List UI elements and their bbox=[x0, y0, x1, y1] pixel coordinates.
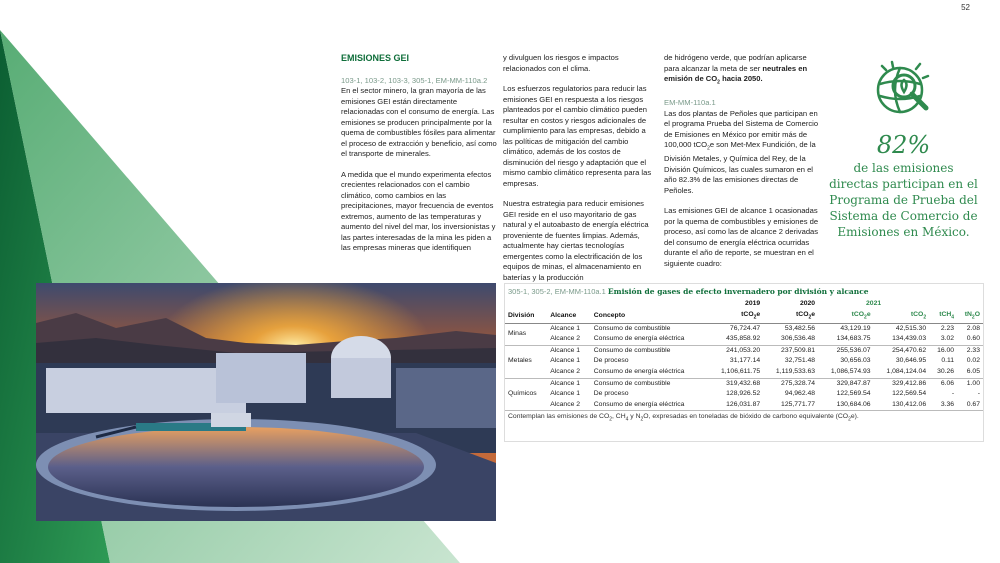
table-cell: 31,177.14 bbox=[729, 357, 761, 365]
table-cell: Alcance 2 bbox=[547, 334, 591, 345]
table-cell: 30.26 bbox=[929, 367, 957, 378]
table-row bbox=[505, 400, 983, 411]
table-cell: 306,536.48 bbox=[763, 334, 818, 345]
table-cell: 2.33 bbox=[966, 346, 980, 354]
division-cell: Metales bbox=[505, 345, 547, 378]
table-cell: 254,470.62 bbox=[892, 346, 927, 354]
table-footnote: Contemplan las emisiones de $CO_2$, $CH_4$ y $N_2O$, expresadas en toneladas de bióxido de carbono equivalente $(CO_2e)$. bbox=[508, 413, 859, 423]
table-cell: 1,084,124.04 bbox=[874, 367, 930, 378]
table-cell: 241,053.20 bbox=[726, 346, 761, 354]
table-cell: 134,683.75 bbox=[818, 334, 874, 345]
column-header: tCO$_2$e bbox=[818, 310, 874, 323]
table-reference: 305-1, 305-2, EM-MM-110a.1 bbox=[508, 287, 606, 296]
table-row bbox=[505, 334, 983, 345]
leaf-globe-magnifier-icon bbox=[868, 56, 938, 126]
table-cell: 1.00 bbox=[966, 379, 980, 387]
table-cell: 0.02 bbox=[966, 357, 980, 365]
column-header: tCO$_2$ bbox=[874, 310, 930, 323]
division-cell: Minas bbox=[505, 323, 547, 345]
table-cell: 94,962.48 bbox=[784, 390, 816, 398]
text-column-3 bbox=[664, 53, 820, 279]
text-column-1 bbox=[341, 53, 498, 264]
table-row bbox=[505, 323, 983, 334]
column-header: tCO$_2$e bbox=[708, 310, 763, 323]
table-cell: 1,106,611.75 bbox=[708, 367, 763, 378]
paragraph: Las dos plantas de Peñoles que participan en el programa Prueba del Sistema de Comercio de Emisiones en México por emitir más de 100,000 tCO$_2$e son Met-Mex Fundición, de la División Metales, y Química del Rey, de la División Químicos, las cuales sumaron en el año 82.3% de las emisiones directas de Peñoles. bbox=[664, 108, 819, 195]
column-header: $tN_2O$ bbox=[957, 310, 983, 323]
table-cell: 16.00 bbox=[937, 346, 955, 354]
table-cell: 0.11 bbox=[941, 357, 955, 365]
table-row bbox=[505, 345, 983, 356]
section-title: EMISIONES GEI bbox=[341, 53, 410, 63]
table-cell: De proceso bbox=[593, 357, 629, 365]
table-cell: Alcance 1 bbox=[550, 390, 581, 398]
table-cell: 43,129.19 bbox=[840, 324, 871, 332]
table-cell: 76,724.47 bbox=[729, 324, 761, 332]
table-cell: 2.08 bbox=[966, 324, 980, 332]
stat-value: 82% bbox=[876, 131, 931, 159]
paragraph: Los esfuerzos regulatorios para reducir las emisiones GEI en respuesta a los riesgos planteados por el cambio climático pueden resultar en costos y riesgos adicionales de cumplimiento para las empresas, debido a las políticas de mitigación del cambio climático, además de los costos de disminución del riesgo y adaptación que el mismo cambio climático representa para las empresas. bbox=[503, 84, 652, 188]
table-cell: 0.67 bbox=[957, 400, 983, 411]
table-cell: Consumo de energía eléctrica bbox=[591, 367, 709, 378]
table-cell: 329,412.86 bbox=[892, 379, 927, 387]
column-header: Concepto bbox=[591, 310, 709, 323]
text-column-2 bbox=[503, 53, 657, 293]
table-cell: 134,439.03 bbox=[874, 334, 930, 345]
table-cell: - bbox=[977, 390, 980, 398]
table-cell: 128,926.52 bbox=[726, 390, 761, 398]
gri-reference: 103-1, 103-2, 103-3, 305-1, EM-MM-110a.2 bbox=[341, 75, 488, 85]
table-cell: 319,432.68 bbox=[726, 379, 761, 387]
table-cell: 122,569.54 bbox=[836, 390, 871, 398]
column-header: División bbox=[505, 310, 547, 323]
table-cell: 42,515.30 bbox=[895, 324, 927, 332]
paragraph: de hidrógeno verde, que podrían aplicarse para alcanzar la meta de ser neutrales en emisión de $CO_2$ hacia 2050. bbox=[664, 53, 808, 86]
year-header: 2019 bbox=[745, 300, 761, 307]
table-cell: Consumo de energía eléctrica bbox=[591, 400, 709, 411]
table-row bbox=[505, 356, 983, 367]
table-cell: - bbox=[951, 390, 955, 398]
column-header: tCH$_4$ bbox=[929, 310, 957, 323]
table-cell: 275,328.74 bbox=[781, 379, 816, 387]
table-cell: 0.60 bbox=[957, 334, 983, 345]
table-cell: 53,482.56 bbox=[784, 324, 816, 332]
stat-callout bbox=[827, 130, 980, 240]
emissions-data-table bbox=[505, 299, 983, 411]
paragraph: A medida que el mundo experimenta efectos crecientes relacionados con el cambio climático, como cambios en las precipitaciones, mayor frecuencia de eventos extremos, aumento de las temperaturas y aumento del nivel del mar, los inversionistas y las partes interesadas de la mina les piden a las empresas mineras que identifiquen bbox=[341, 169, 496, 252]
table-cell: 6.06 bbox=[940, 379, 955, 387]
table-row bbox=[505, 367, 983, 378]
table-cell: Consumo de combustible bbox=[593, 379, 671, 387]
table-cell: Alcance 1 bbox=[550, 324, 581, 332]
division-cell: Químicos bbox=[505, 378, 547, 411]
table-cell: 126,031.87 bbox=[708, 400, 763, 411]
table-cell: 237,509.81 bbox=[781, 346, 816, 354]
table-cell: 130,412.06 bbox=[874, 400, 930, 411]
table-cell: 3.36 bbox=[929, 400, 957, 411]
ghg-emissions-table bbox=[504, 283, 984, 442]
sasb-reference: EM-MM-110a.1 bbox=[664, 98, 716, 108]
table-cell: 130,684.06 bbox=[818, 400, 874, 411]
stat-caption: de las emisiones directas participan en el Programa de Prueba del Sistema de Comercio de Emisiones en México. bbox=[829, 161, 978, 239]
table-cell: Alcance 1 bbox=[550, 357, 581, 365]
table-cell: Alcance 1 bbox=[550, 346, 581, 354]
table-cell: Alcance 2 bbox=[547, 367, 591, 378]
table-title-text: Emisión de gases de efecto invernadero por división y alcance bbox=[607, 287, 869, 296]
year-header: 2021 bbox=[866, 300, 882, 307]
table-cell: 30,646.95 bbox=[895, 357, 927, 365]
paragraph: Nuestra estrategia para reducir emisiones GEI reside en el uso mayoritario de gas natural y el autoabasto de energía eléctrica proveniente de fuentes limpias. Además, actualmente hay ciertas tecnologías emergentes como la electrificación de los equipos de minas, el almacenamiento en baterías y la producción bbox=[503, 199, 649, 282]
table-row bbox=[505, 389, 983, 400]
table-cell: 32,751.48 bbox=[784, 357, 816, 365]
column-header: tCO$_2$e bbox=[763, 310, 818, 323]
page-number: 52 bbox=[961, 3, 970, 12]
column-header: Alcance bbox=[547, 310, 591, 323]
table-cell: Alcance 1 bbox=[550, 379, 581, 387]
table-row bbox=[505, 378, 983, 389]
table-cell: 329,847.87 bbox=[836, 379, 871, 387]
mining-plant-sunset-photo bbox=[36, 283, 496, 521]
table-cell: Consumo de energía eléctrica bbox=[591, 334, 709, 345]
table-cell: 435,858.92 bbox=[708, 334, 763, 345]
table-cell: 6.05 bbox=[957, 367, 983, 378]
table-cell: 2.23 bbox=[940, 324, 955, 332]
table-cell: 30,656.03 bbox=[840, 357, 871, 365]
paragraph: En el sector minero, la gran mayoría de las emisiones GEI están directamente relacionadas con el consumo de energía. Las emisiones se producen principalmente por la quema de combustibles fósiles para alimentar el proceso de extracción y beneficio, así como el transporte de minerales. bbox=[341, 86, 497, 158]
table-cell: 122,569.54 bbox=[892, 390, 927, 398]
table-cell: 3.02 bbox=[929, 334, 957, 345]
year-header: 2020 bbox=[799, 300, 816, 307]
table-cell: Alcance 2 bbox=[547, 400, 591, 411]
table-cell: 125,771.77 bbox=[763, 400, 818, 411]
table-cell: Consumo de combustible bbox=[593, 346, 671, 354]
table-cell: Consumo de combustible bbox=[593, 324, 671, 332]
paragraph: y divulguen los riesgos e impactos relacionados con el clima. bbox=[503, 53, 619, 73]
table-cell: 255,536.07 bbox=[836, 346, 871, 354]
table-cell: De proceso bbox=[593, 390, 629, 398]
table-cell: 1,119,533.63 bbox=[763, 367, 818, 378]
paragraph: Las emisiones GEI de alcance 1 ocasionadas por la quema de combustibles y emisiones de proceso, así como las de alcance 2 derivadas del consumo de energía eléctrica ocurridas durante el año de reporte, se muestran en el siguiente cuadro: bbox=[664, 206, 819, 268]
table-title bbox=[505, 284, 983, 299]
table-cell: 1,086,574.93 bbox=[818, 367, 874, 378]
